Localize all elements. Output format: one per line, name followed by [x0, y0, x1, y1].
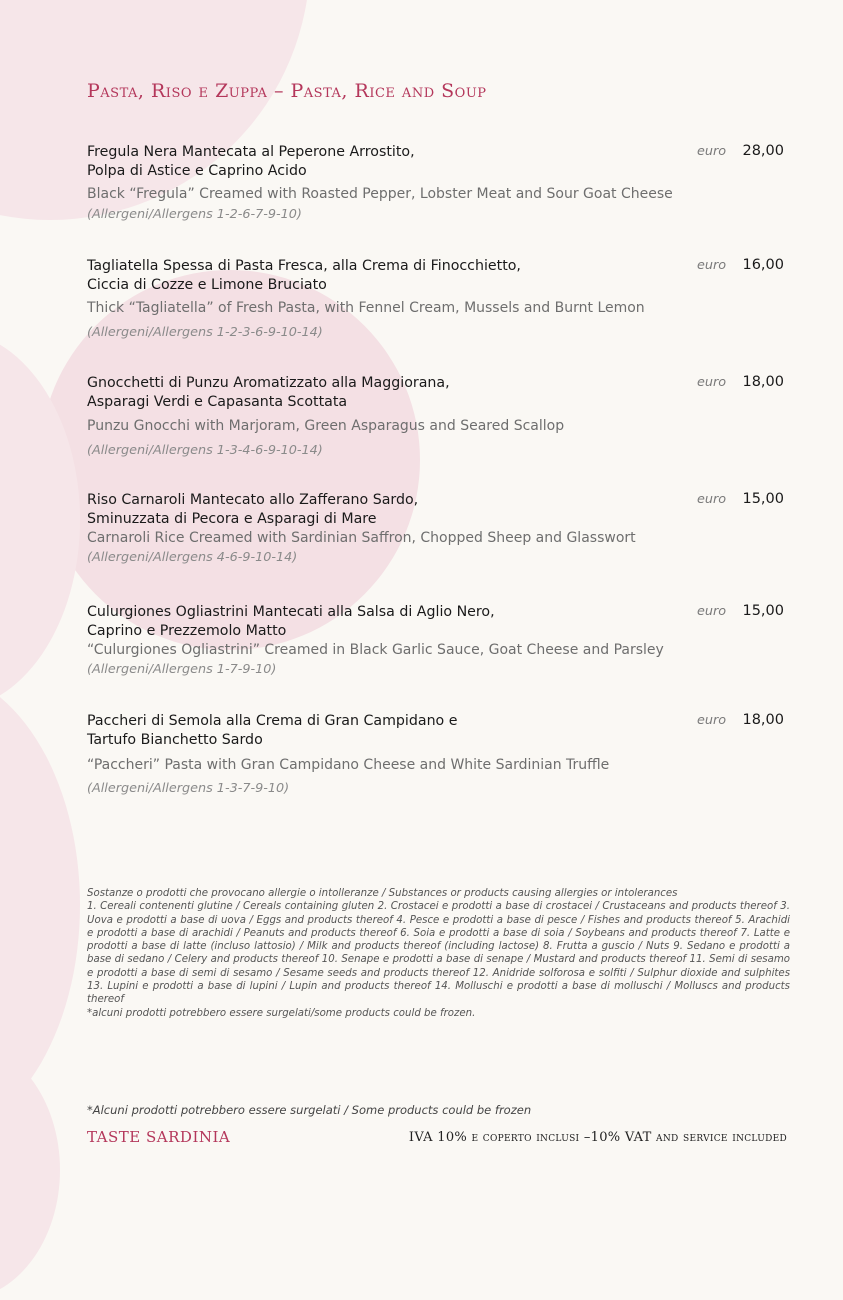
- currency-label: euro: [697, 258, 727, 273]
- price-amount: 16,00: [742, 257, 784, 273]
- allergen-list: 1. Cereali contenenti glutine / Cereals containing gluten 2. Crostacei e prodotti a base di crostacei / Crustaceans and products thereof 3. Uova e prodotti a base di uova / Eggs and products thereof 4. Pesce e prodotti a base di pesce / Fishes and products thereof 5. Arachidi e prodotti a base di arachidi / Peanuts and products thereof 6. Soia e prodotti a base di soia / Soybeans and products thereof 7. Latte e prodotti a base di latte (incluso lattosio) / Milk and products thereof (including lactose) 8. Frutta a guscio / Nuts 9. Sedano e prodotti a base di sedano / Celery and products thereof 10. Senape e prodotti a base di senape / Mustard and products thereof 11. Semi di sesamo e prodotti a base di semi di sesamo / Sesame seeds and products thereof 12. Anidride solforosa e solfiti / Sulphur dioxide and sulphites 13. Lupini e prodotti a base di lupini / Lupin and products thereof 14. Molluschi e prodotti a base di molluschi / Molluscs and products thereof: [87, 901, 790, 1006]
- dish-name-line: Tartufo Bianchetto Sardo: [87, 731, 263, 748]
- dish-description: Black “Fregula” Creamed with Roasted Pepper, Lobster Meat and Sour Goat Cheese: [87, 186, 673, 202]
- dish-item: [87, 712, 787, 796]
- dish-item: [87, 143, 787, 222]
- dish-name: [87, 257, 647, 294]
- dish-name-line: Polpa di Astice e Caprino Acido: [87, 162, 307, 179]
- currency-label: euro: [697, 604, 727, 619]
- dish-name-line: Paccheri di Semola alla Crema di Gran Campidano e: [87, 713, 458, 729]
- dish-allergens: (Allergeni/Allergens 1-2-3-6-9-10-14): [87, 325, 323, 340]
- dish-name-line: Tagliatella Spessa di Pasta Fresca, alla Crema di Finocchietto,: [87, 258, 521, 274]
- dish-item: [87, 374, 787, 458]
- price-amount: 15,00: [742, 491, 784, 507]
- dish-name-line: Ciccia di Cozze e Limone Bruciato: [87, 276, 327, 293]
- price-amount: 15,00: [742, 603, 784, 619]
- currency-label: euro: [697, 713, 727, 728]
- price-amount: 18,00: [742, 712, 784, 728]
- dish-allergens: (Allergeni/Allergens 1-3-4-6-9-10-14): [87, 443, 323, 458]
- dish-name-line: Fregula Nera Mantecata al Peperone Arrostito,: [87, 144, 415, 160]
- dish-description: Thick “Tagliatella” of Fresh Pasta, with Fennel Cream, Mussels and Burnt Lemon: [87, 300, 645, 316]
- dish-description: “Paccheri” Pasta with Gran Campidano Cheese and White Sardinian Truffle: [87, 757, 610, 773]
- dish-item: [87, 491, 787, 565]
- section-title: Pasta, Riso e Zuppa – Pasta, Rice and Soup: [87, 80, 487, 102]
- dish-name: [87, 603, 647, 640]
- dish-name-line: Gnocchetti di Punzu Aromatizzato alla Maggiorana,: [87, 375, 450, 391]
- dish-name: [87, 712, 647, 749]
- dish-item: [87, 257, 787, 340]
- dish-item: [87, 603, 787, 677]
- dish-allergens: (Allergeni/Allergens 1-2-6-7-9-10): [87, 207, 302, 222]
- dish-name-line: Caprino e Prezzemolo Matto: [87, 622, 287, 639]
- allergen-notes: [87, 887, 790, 1020]
- allergen-notes-heading: Sostanze o prodotti che provocano allergie o intolleranze / Substances or products causing allergies or intolerances: [87, 888, 678, 899]
- price-amount: 28,00: [742, 143, 784, 159]
- frozen-footnote: *Alcuni prodotti potrebbero essere surgelati / Some products could be frozen: [87, 1103, 532, 1117]
- frozen-notice: *alcuni prodotti potrebbero essere surgelati/some products could be frozen.: [87, 1007, 476, 1019]
- dish-name-line: Sminuzzata di Pecora e Asparagi di Mare: [87, 510, 377, 527]
- currency-label: euro: [697, 144, 727, 159]
- dish-name: [87, 143, 647, 180]
- dish-allergens: (Allergeni/Allergens 4-6-9-10-14): [87, 550, 298, 565]
- dish-description: “Culurgiones Ogliastrini” Creamed in Black Garlic Sauce, Goat Cheese and Parsley: [87, 642, 664, 658]
- dish-name-line: Culurgiones Ogliastrini Mantecati alla Salsa di Aglio Nero,: [87, 604, 495, 620]
- price-amount: 18,00: [742, 374, 784, 390]
- brand-name: TASTE SARDINIA: [87, 1128, 231, 1146]
- dish-name: [87, 491, 647, 528]
- dish-description: Carnaroli Rice Creamed with Sardinian Saffron, Chopped Sheep and Glasswort: [87, 530, 636, 546]
- currency-label: euro: [697, 492, 727, 507]
- dish-name-line: Asparagi Verdi e Capasanta Scottata: [87, 393, 348, 410]
- currency-label: euro: [697, 375, 727, 390]
- vat-note: IVA 10% e coperto inclusi –10% VAT and service included: [408, 1130, 787, 1145]
- dish-name-line: Riso Carnaroli Mantecato allo Zafferano Sardo,: [87, 492, 419, 508]
- dish-allergens: (Allergeni/Allergens 1-3-7-9-10): [87, 781, 290, 796]
- dish-name: [87, 374, 647, 411]
- dish-description: Punzu Gnocchi with Marjoram, Green Asparagus and Seared Scallop: [87, 418, 565, 434]
- dish-allergens: (Allergeni/Allergens 1-7-9-10): [87, 662, 277, 677]
